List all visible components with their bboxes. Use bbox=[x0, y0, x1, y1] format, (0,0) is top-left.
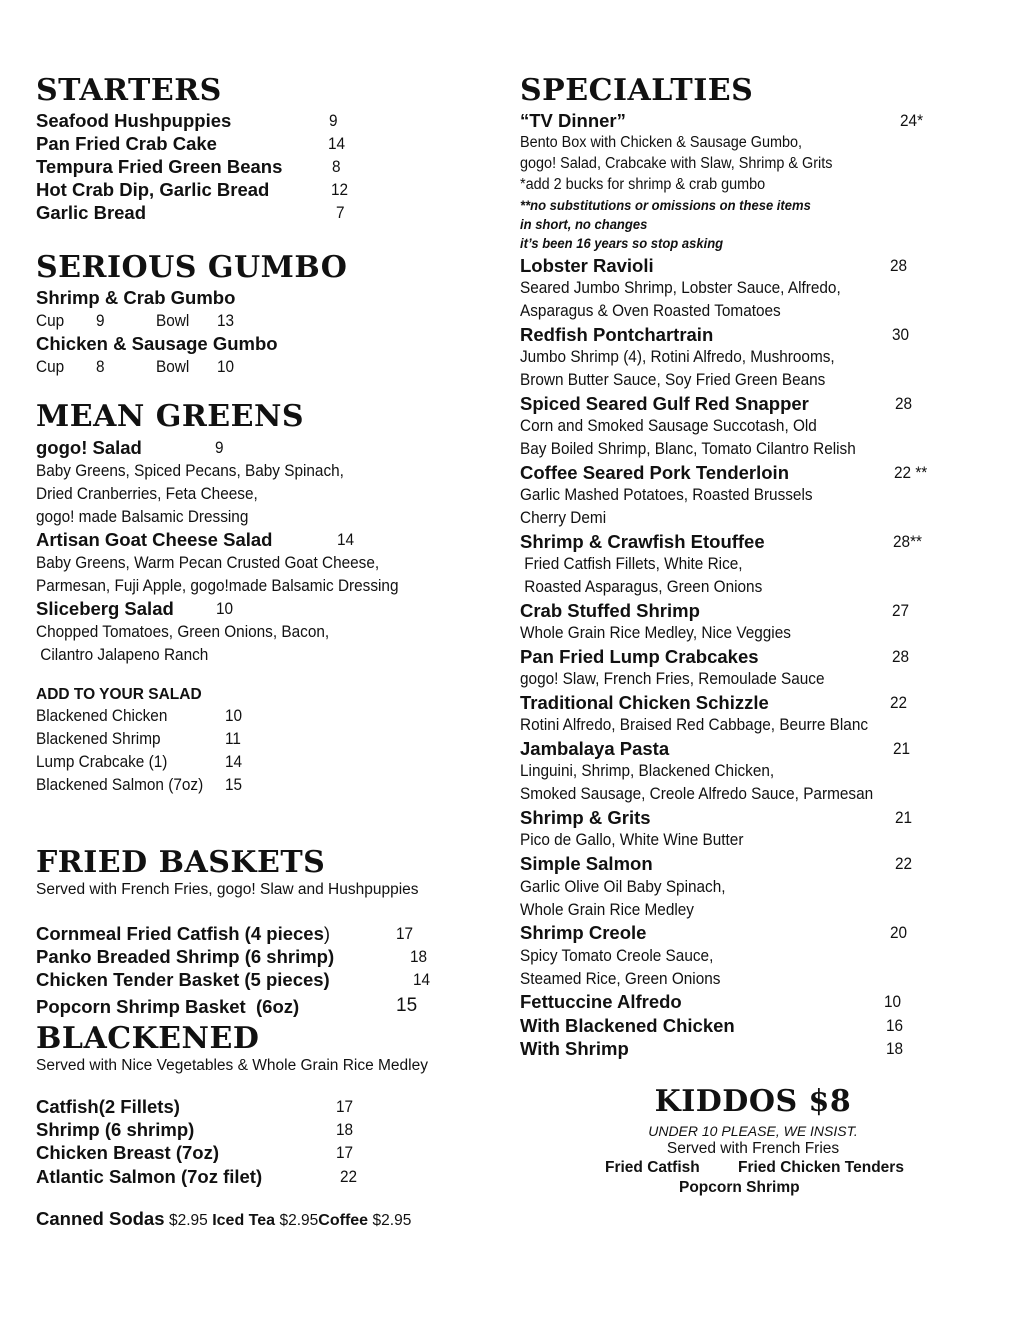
menu-item-price: 10 bbox=[216, 600, 234, 618]
menu-item-price: 10 bbox=[884, 993, 902, 1011]
menu-item-description: Jumbo Shrimp (4), Rotini Alfredo, Mushrooms, bbox=[520, 348, 835, 366]
kiddos-heading: KIDDOS $8 bbox=[654, 1084, 852, 1119]
menu-item-name: With Blackened Chicken bbox=[520, 1015, 735, 1036]
menu-item-price: 17 bbox=[336, 1098, 354, 1116]
bowl-price: 10 bbox=[217, 358, 235, 376]
menu-item-name bbox=[36, 923, 330, 945]
menu-item-name: Hot Crab Dip, Garlic Bread bbox=[36, 179, 270, 200]
menu-item-name: Artisan Goat Cheese Salad bbox=[36, 529, 273, 550]
addons-title: ADD TO YOUR SALAD bbox=[36, 686, 202, 703]
menu-item-description: Pico de Gallo, White Wine Butter bbox=[520, 831, 744, 849]
menu-item-name: Jambalaya Pasta bbox=[520, 738, 670, 759]
menu-item-description: Asparagus & Oven Roasted Tomatoes bbox=[520, 302, 781, 320]
starters-heading: STARTERS bbox=[36, 73, 222, 108]
menu-item-price: 22 bbox=[890, 694, 908, 712]
addon-price: 10 bbox=[225, 707, 243, 725]
coffee-price: $2.95 bbox=[372, 1212, 412, 1229]
kiddos-item: Fried Chicken Tenders bbox=[738, 1159, 904, 1176]
specialties-heading: SPECIALTIES bbox=[520, 73, 754, 108]
menu-note: it’s been 16 years so stop asking bbox=[520, 235, 724, 251]
addon-name: Blackened Salmon (7oz) bbox=[36, 776, 204, 794]
menu-item-name: Simple Salmon bbox=[520, 853, 653, 874]
menu-item-name-text: Cornmeal Fried Catfish (4 pieces bbox=[36, 923, 324, 944]
menu-item-price: 14 bbox=[328, 135, 346, 153]
bowl-label: Bowl bbox=[156, 358, 190, 376]
menu-item-name: Chicken & Sausage Gumbo bbox=[36, 333, 278, 354]
tea-label: Iced Tea bbox=[212, 1212, 276, 1229]
menu-item-name: Shrimp & Crawfish Etouffee bbox=[520, 531, 765, 552]
bowl-price: 13 bbox=[217, 312, 235, 330]
kiddos-note: UNDER 10 PLEASE, WE INSIST. bbox=[648, 1123, 858, 1139]
menu-item-description: Garlic Olive Oil Baby Spinach, bbox=[520, 878, 726, 896]
addon-price: 11 bbox=[225, 730, 241, 748]
cup-label: Cup bbox=[36, 358, 65, 376]
menu-item-price: 20 bbox=[890, 924, 908, 942]
menu-item-name: Shrimp & Crab Gumbo bbox=[36, 287, 236, 308]
menu-item-price: 22 bbox=[340, 1168, 358, 1186]
menu-item-name: Sliceberg Salad bbox=[36, 598, 174, 619]
menu-item-price: 8 bbox=[332, 158, 341, 176]
menu-item-description: Garlic Mashed Potatoes, Roasted Brussels bbox=[520, 486, 813, 504]
menu-item-description: Parmesan, Fuji Apple, gogo!made Balsamic Dressing bbox=[36, 577, 399, 595]
kiddos-subtitle: Served with French Fries bbox=[666, 1140, 840, 1157]
menu-item-name: Traditional Chicken Schizzle bbox=[520, 692, 769, 713]
menu-item-description: Corn and Smoked Sausage Succotash, Old bbox=[520, 417, 817, 435]
menu-item-description: Rotini Alfredo, Braised Red Cabbage, Beurre Blanc bbox=[520, 716, 869, 734]
drinks-line bbox=[36, 1208, 411, 1230]
menu-item-description: Baby Greens, Warm Pecan Crusted Goat Cheese, bbox=[36, 554, 380, 572]
menu-item-description: Cherry Demi bbox=[520, 509, 607, 527]
bowl-label: Bowl bbox=[156, 312, 190, 330]
blackened-subtitle: Served with Nice Vegetables & Whole Grain Rice Medley bbox=[36, 1057, 428, 1074]
addon-price: 15 bbox=[225, 776, 243, 794]
menu-item-name: Spiced Seared Gulf Red Snapper bbox=[520, 393, 809, 414]
menu-item-description: Seared Jumbo Shrimp, Lobster Sauce, Alfredo, bbox=[520, 279, 841, 297]
menu-item-price: 28** bbox=[893, 533, 923, 551]
menu-item-price: 15 bbox=[396, 995, 418, 1016]
menu-item-name: Crab Stuffed Shrimp bbox=[520, 600, 700, 621]
menu-item-name: gogo! Salad bbox=[36, 437, 142, 458]
menu-item-name: “TV Dinner” bbox=[520, 110, 626, 131]
menu-item-price: 27 bbox=[892, 602, 910, 620]
menu-item-price: 30 bbox=[892, 326, 910, 344]
menu-item-price: 9 bbox=[329, 112, 338, 130]
menu-item-name: Shrimp Creole bbox=[520, 922, 647, 943]
menu-item-name: With Shrimp bbox=[520, 1038, 629, 1059]
menu-item-price: 17 bbox=[396, 925, 414, 943]
menu-item-description: Cilantro Jalapeno Ranch bbox=[36, 646, 209, 664]
menu-item-name: Panko Breaded Shrimp (6 shrimp) bbox=[36, 946, 335, 967]
menu-item-name: Shrimp & Grits bbox=[520, 807, 651, 828]
menu-item-name: Atlantic Salmon (7oz filet) bbox=[36, 1166, 263, 1187]
menu-item-description: Brown Butter Sauce, Soy Fried Green Beans bbox=[520, 371, 826, 389]
gumbo-heading: SERIOUS GUMBO bbox=[36, 250, 348, 285]
baskets-subtitle: Served with French Fries, gogo! Slaw and Hushpuppies bbox=[36, 881, 419, 898]
menu-item-name: Fettuccine Alfredo bbox=[520, 991, 682, 1012]
menu-item-price: 22 ** bbox=[894, 464, 928, 482]
menu-item-price: 24* bbox=[900, 112, 924, 130]
sodas-label: Canned Sodas bbox=[36, 1208, 165, 1229]
menu-item-price: 18 bbox=[336, 1121, 354, 1139]
menu-item-price: 28 bbox=[895, 395, 913, 413]
addon-name: Blackened Shrimp bbox=[36, 730, 161, 748]
menu-item-name: Coffee Seared Pork Tenderloin bbox=[520, 462, 789, 483]
menu-item-name: Pan Fried Crab Cake bbox=[36, 133, 217, 154]
menu-item-description: Smoked Sausage, Creole Alfredo Sauce, Parmesan bbox=[520, 785, 874, 803]
menu-item-name: Pan Fried Lump Crabcakes bbox=[520, 646, 759, 667]
menu-item-price: 28 bbox=[892, 648, 910, 666]
menu-item-price: 28 bbox=[890, 257, 908, 275]
coffee-label: Coffee bbox=[318, 1212, 369, 1229]
addon-price: 14 bbox=[225, 753, 243, 771]
menu-item-description: Roasted Asparagus, Green Onions bbox=[520, 578, 763, 596]
menu-item-name: Shrimp (6 shrimp) bbox=[36, 1119, 195, 1140]
menu-item-description: Whole Grain Rice Medley, Nice Veggies bbox=[520, 624, 791, 642]
menu-item-description: Baby Greens, Spiced Pecans, Baby Spinach, bbox=[36, 462, 344, 480]
menu-item-price: 21 bbox=[893, 740, 911, 758]
menu-item-price: 17 bbox=[336, 1144, 354, 1162]
greens-heading: MEAN GREENS bbox=[36, 399, 305, 434]
menu-item-description: gogo! made Balsamic Dressing bbox=[36, 508, 249, 526]
menu-item-description: Dried Cranberries, Feta Cheese, bbox=[36, 485, 258, 503]
cup-price: 9 bbox=[96, 312, 105, 330]
menu-item-description: Steamed Rice, Green Onions bbox=[520, 970, 721, 988]
tea-price: $2.95 bbox=[279, 1212, 319, 1229]
menu-item-description: Linguini, Shrimp, Blackened Chicken, bbox=[520, 762, 775, 780]
menu-item-price: 9 bbox=[215, 439, 224, 457]
menu-item-price: 21 bbox=[895, 809, 913, 827]
menu-item-name: Lobster Ravioli bbox=[520, 255, 654, 276]
kiddos-item: Popcorn Shrimp bbox=[679, 1179, 800, 1196]
menu-item-name-tail: ) bbox=[323, 923, 331, 944]
menu-note: **no substitutions or omissions on these items bbox=[520, 197, 811, 213]
menu-item-price: 18 bbox=[410, 948, 428, 966]
menu-item-description: Chopped Tomatoes, Green Onions, Bacon, bbox=[36, 623, 330, 641]
menu-item-price: 7 bbox=[336, 204, 345, 222]
cup-label: Cup bbox=[36, 312, 65, 330]
menu-item-price: 14 bbox=[413, 971, 431, 989]
baskets-heading: FRIED BASKETS bbox=[36, 845, 326, 880]
menu-note: in short, no changes bbox=[520, 216, 648, 232]
kiddos-item: Fried Catfish bbox=[605, 1159, 700, 1176]
menu-item-price: 18 bbox=[886, 1040, 904, 1058]
menu-item-name: Seafood Hushpuppies bbox=[36, 110, 232, 131]
sodas-price: $2.95 bbox=[168, 1212, 208, 1229]
menu-item-description: Bay Boiled Shrimp, Blanc, Tomato Cilantro Relish bbox=[520, 440, 856, 458]
menu-item-name: Chicken Tender Basket (5 pieces) bbox=[36, 969, 330, 990]
menu-item-price: 14 bbox=[337, 531, 355, 549]
menu-item-description: *add 2 bucks for shrimp & crab gumbo bbox=[520, 176, 766, 193]
menu-item-name: Chicken Breast (7oz) bbox=[36, 1142, 219, 1163]
menu-item-description: Spicy Tomato Creole Sauce, bbox=[520, 947, 714, 965]
menu-item-name: Garlic Bread bbox=[36, 202, 147, 223]
menu-item-name: Popcorn Shrimp Basket (6oz) bbox=[36, 996, 300, 1017]
menu-item-price: 12 bbox=[331, 181, 349, 199]
menu-item-description: gogo! Salad, Crabcake with Slaw, Shrimp & Grits bbox=[520, 155, 833, 172]
menu-item-price: 16 bbox=[886, 1017, 904, 1035]
menu-item-price: 22 bbox=[895, 855, 913, 873]
menu-item-name: Redfish Pontchartrain bbox=[520, 324, 714, 345]
menu-item-name: Catfish(2 Fillets) bbox=[36, 1096, 180, 1117]
cup-price: 8 bbox=[96, 358, 105, 376]
addon-name: Blackened Chicken bbox=[36, 707, 168, 725]
menu-item-description: Fried Catfish Fillets, White Rice, bbox=[520, 555, 743, 573]
addon-name: Lump Crabcake (1) bbox=[36, 753, 168, 771]
blackened-heading: BLACKENED bbox=[36, 1021, 260, 1056]
menu-item-description: gogo! Slaw, French Fries, Remoulade Sauce bbox=[520, 670, 825, 688]
menu-item-description: Bento Box with Chicken & Sausage Gumbo, bbox=[520, 134, 803, 151]
menu-item-name: Tempura Fried Green Beans bbox=[36, 156, 283, 177]
menu-item-description: Whole Grain Rice Medley bbox=[520, 901, 694, 919]
